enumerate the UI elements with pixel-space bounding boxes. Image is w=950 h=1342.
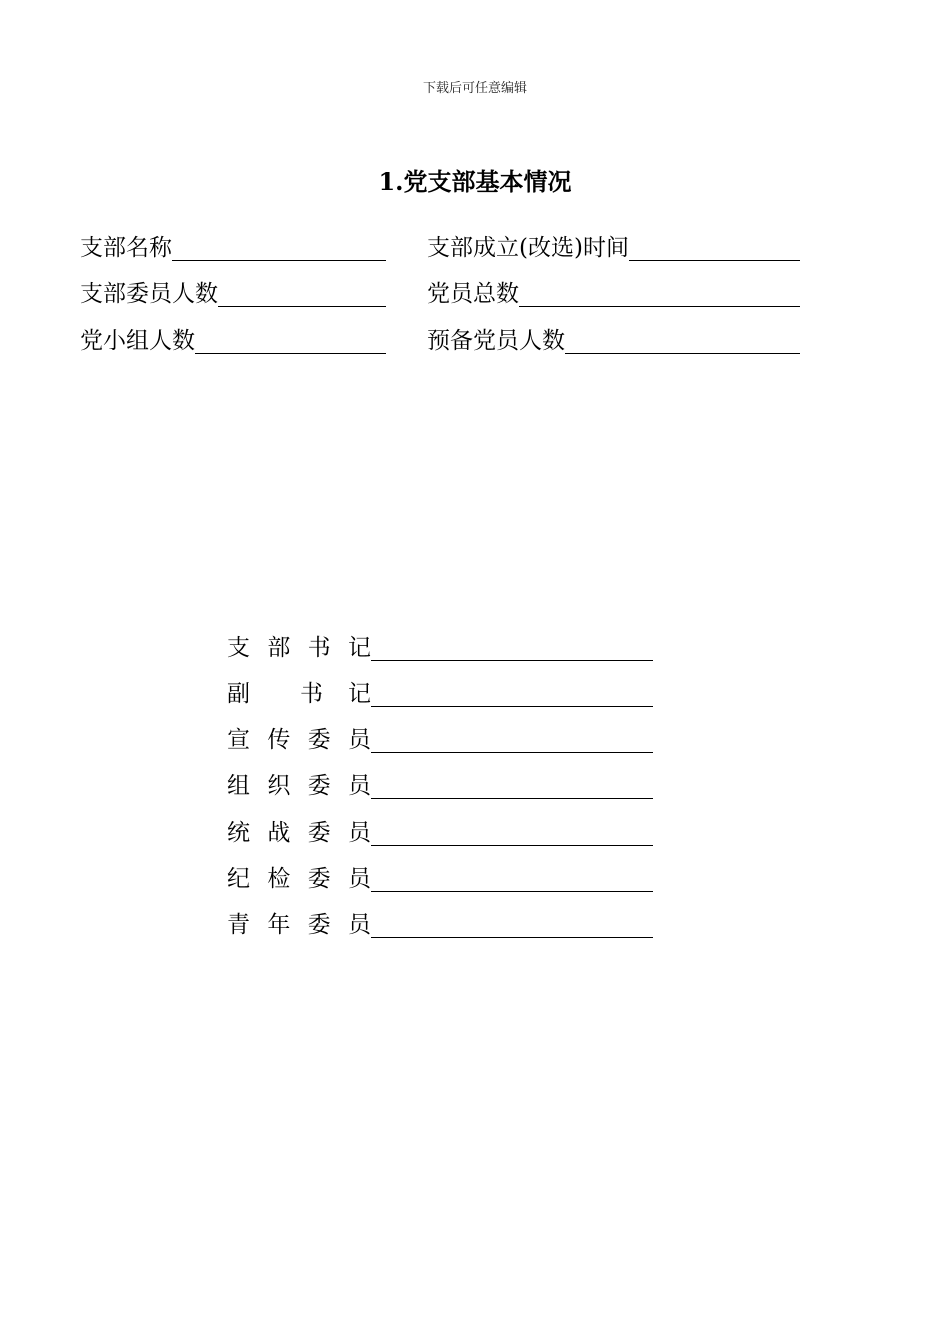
officer-field-secretary[interactable] bbox=[227, 632, 653, 664]
established-time-field[interactable] bbox=[427, 232, 800, 264]
label-char: 传 bbox=[267, 727, 291, 753]
officer-blank[interactable] bbox=[371, 844, 653, 846]
officer-blank[interactable] bbox=[371, 659, 653, 661]
header-note: 下载后可任意编辑 bbox=[422, 81, 527, 96]
label-char: 副 bbox=[227, 681, 250, 707]
label-char: 员 bbox=[347, 773, 371, 799]
officer-label bbox=[227, 637, 371, 664]
label-char: 委 bbox=[307, 866, 331, 892]
label-char: 书 bbox=[307, 635, 331, 661]
label-char: 支 bbox=[227, 635, 250, 661]
label-char: 员 bbox=[347, 866, 371, 892]
officer-blank[interactable] bbox=[371, 890, 653, 892]
label-char: 统 bbox=[227, 820, 250, 846]
label-char: 部 bbox=[267, 635, 291, 661]
label-char: 员 bbox=[347, 820, 371, 846]
label-char: 检 bbox=[267, 866, 291, 892]
label-char: 记 bbox=[347, 635, 371, 661]
label-char: 战 bbox=[267, 820, 291, 846]
officer-field-propaganda[interactable] bbox=[227, 724, 653, 756]
label-char: 委 bbox=[307, 727, 331, 753]
label-char: 记 bbox=[348, 681, 371, 707]
label-char: 青 bbox=[227, 912, 250, 938]
label-char: 宣 bbox=[227, 727, 250, 753]
officer-label bbox=[227, 868, 371, 895]
committee-count-blank[interactable] bbox=[218, 305, 386, 307]
label-char: 委 bbox=[307, 912, 331, 938]
officer-label bbox=[227, 683, 371, 710]
committee-count-label: 支部委员人数 bbox=[80, 281, 218, 307]
label-char: 员 bbox=[347, 727, 371, 753]
officer-blank[interactable] bbox=[371, 751, 653, 753]
officer-field-organization[interactable] bbox=[227, 770, 653, 802]
label-char: 组 bbox=[227, 773, 250, 799]
officer-blank[interactable] bbox=[371, 705, 653, 707]
label-char: 书 bbox=[300, 681, 323, 707]
probationary-count-field[interactable] bbox=[427, 325, 800, 357]
established-time-label: 支部成立(改选)时间 bbox=[427, 235, 629, 261]
established-time-blank[interactable] bbox=[629, 259, 800, 261]
officer-label bbox=[227, 775, 371, 802]
label-char: 委 bbox=[307, 820, 331, 846]
officer-field-deputy-secretary[interactable] bbox=[227, 678, 653, 710]
officer-blank[interactable] bbox=[371, 797, 653, 799]
officer-field-youth[interactable] bbox=[227, 909, 653, 941]
committee-count-field[interactable] bbox=[80, 278, 386, 310]
branch-name-blank[interactable] bbox=[172, 259, 386, 261]
officer-field-discipline[interactable] bbox=[227, 863, 653, 895]
probationary-count-blank[interactable] bbox=[565, 352, 800, 354]
label-char: 委 bbox=[307, 773, 331, 799]
officer-field-united-front[interactable] bbox=[227, 817, 653, 849]
label-char: 年 bbox=[267, 912, 291, 938]
page-title: 1.党支部基本情况 bbox=[378, 167, 572, 196]
total-members-field[interactable] bbox=[427, 278, 800, 310]
branch-name-label: 支部名称 bbox=[80, 235, 172, 261]
total-members-label: 党员总数 bbox=[427, 281, 519, 307]
officer-label bbox=[227, 914, 371, 941]
group-count-label: 党小组人数 bbox=[80, 328, 195, 354]
label-char: 纪 bbox=[227, 866, 250, 892]
group-count-field[interactable] bbox=[80, 325, 386, 357]
label-char: 织 bbox=[267, 773, 291, 799]
label-char: 员 bbox=[347, 912, 371, 938]
group-count-blank[interactable] bbox=[195, 352, 386, 354]
officer-label bbox=[227, 729, 371, 756]
probationary-count-label: 预备党员人数 bbox=[427, 328, 565, 354]
officer-blank[interactable] bbox=[371, 936, 653, 938]
officer-label bbox=[227, 822, 371, 849]
branch-name-field[interactable] bbox=[80, 232, 386, 264]
total-members-blank[interactable] bbox=[519, 305, 800, 307]
